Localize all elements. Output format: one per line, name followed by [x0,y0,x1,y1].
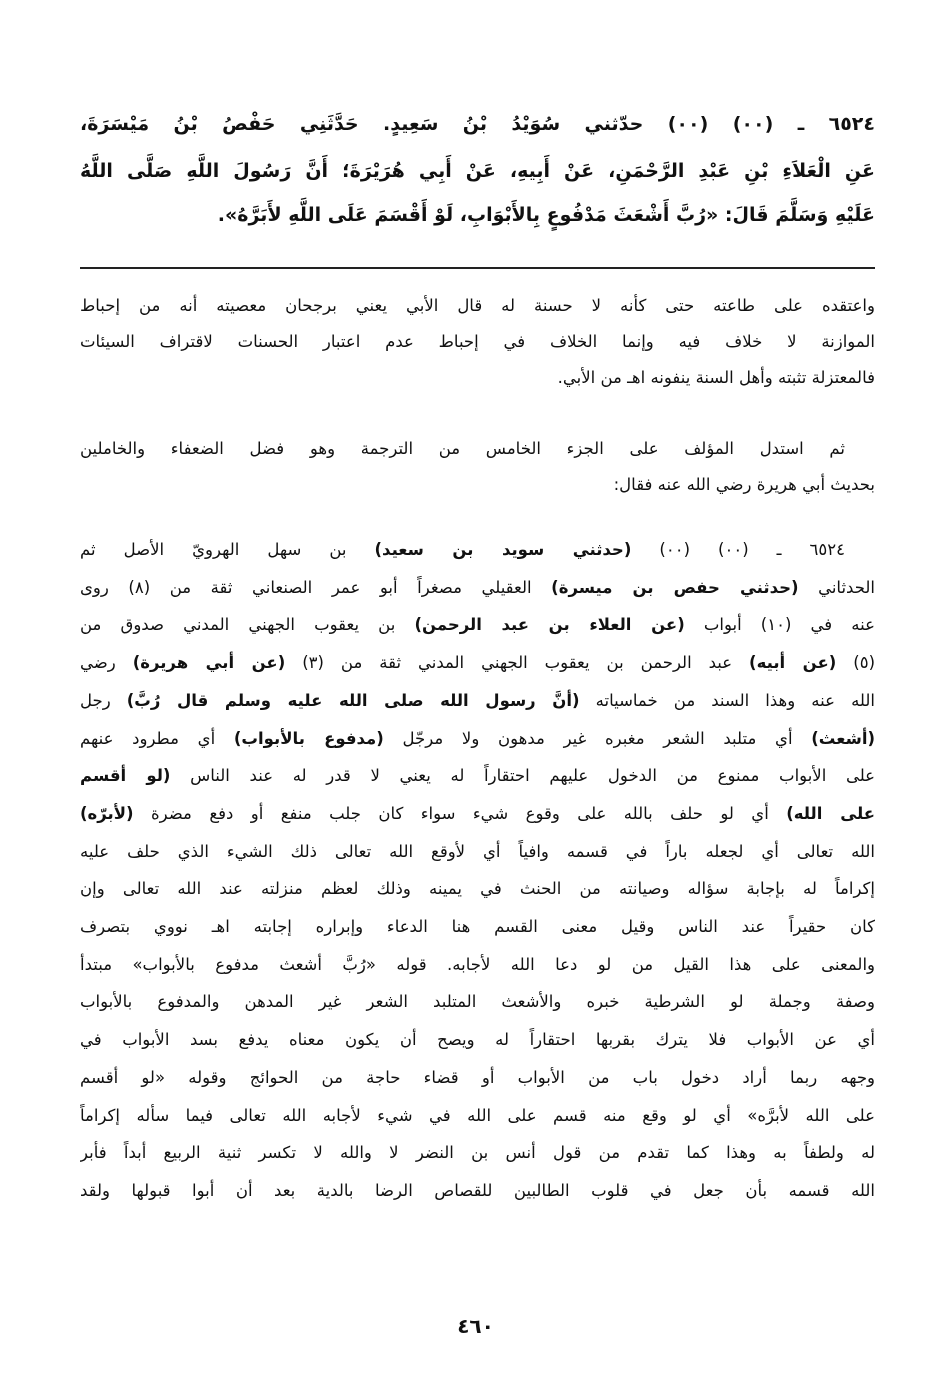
commentary-line [80,1099,875,1133]
bold-quote: (عن أبيه) [749,653,837,673]
commentary-line [80,571,875,605]
commentary-line [80,1061,875,1095]
commentary-line [80,1023,875,1057]
text-segment: الموازنة لا خلاف فيه وإنما الخلاف في إحباط عدم اعتبار الحسنات لاقتراف السيئات [80,332,875,351]
commentary-line [80,985,875,1019]
hadith-line: ٦٥٢٤ ـ (٠٠) (٠٠) حدّثني سُوَيْدُ بْنُ سَعِيدٍ. حَدَّثَنِي حَفْصُ بْنُ مَيْسَرَةَ، [80,113,875,135]
bold-quote: (مدفوع بالأبواب) [233,728,384,748]
hadith-line: عَلَيْهِ وَسَلَّمَ قَالَ: «رُبَّ أَشْعَثَ مَدْفُوعٍ بِالأَبْوَابِ، لَوْ أَقْسَمَ عَلَى اللَّهِ لأَبَرَّهُ». [217,204,875,226]
commentary-line [80,361,875,395]
bold-quote: (لأبرّه) [80,803,134,823]
text-segment: بن يعقوب الجهني المدني صدوق من [80,615,415,635]
commentary-line [80,797,875,831]
commentary-line [80,325,875,359]
commentary-line [80,533,875,567]
text-segment: وجهه ربما أراد دخول باب من الأبواب أو قضاء حاجة من الحوائج وقوله «لو أقسم [80,1067,875,1087]
text-segment: أي عن الأبواب فلا يترك بقربها احتقاراً له ويصح أن يكون معناه يدفع بسد الأبواب في [80,1030,875,1050]
text-segment: رجل [80,690,127,710]
bold-quote: على الله) [786,803,875,823]
commentary-line [80,872,875,906]
bold-quote: (أنَّ رسول الله صلى الله عليه وسلم قال رُبَّ) [126,690,580,710]
text-segment: الله قسمه بأن جعل في قلوب الطالبين للقصاص الرضا بالدية بعد أن أبوا قبولها ولقد [80,1180,875,1200]
commentary-line [80,910,875,944]
text-segment: العقيلي مصغراً أبو عمر الصنعاني ثقة من (٨) روى [80,577,552,597]
text-segment: فالمعتزلة تثبته وأهل السنة ينفونه اهـ من الأبي. [557,368,875,387]
text-segment: ثم استدل المؤلف على الجزء الخامس من الترجمة وهو فضل الضعفاء والخاملين [80,439,845,458]
commentary-line [80,1136,875,1170]
commentary-line [80,722,875,756]
text-segment: أي متلبد الشعر مغبره غير مدهون ولا مرجّل [383,728,812,748]
text-segment: بحديث أبي هريرة رضي الله عنه فقال: [613,475,875,494]
text-segment: واعتقده على طاعته حتى كأنه لا حسنة له قال الأبي يعني برجحان معصيته أنه من إحباط [80,296,875,315]
hadith-line: عَنِ الْعَلاَءِ بْنِ عَبْدِ الرَّحْمَنِ، عَنْ أَبِيهِ، عَنْ أَبِي هُرَيْرَةَ؛ أَنَّ رَسُولَ اللَّهِ صَلَّى اللَّهُ [80,160,875,182]
text-segment: وصفة وجملة لو الشرطية خبره والأشعث المتلبد الشعر غير المدهن والمدفوع بالأبواب [80,992,875,1012]
bold-quote: (عن العلاء بن عبد الرحمن) [414,615,685,635]
bold-quote: (حدثني سويد بن سعيد) [374,540,632,559]
bold-quote: (لو أقسم [80,766,171,786]
footnote-divider [80,267,875,269]
text-segment: ٦٥٢٤ ـ (٠٠) (٠٠) [631,540,845,559]
text-segment: له ولطفاً به وهذا كما تقدم من قول أنس بن النضر لا والله لا تكسر ثنية الربيع أبداً فأبر [80,1143,875,1163]
text-segment: أي مطرود عنهم [80,728,234,748]
bold-quote: (حدثني حفص بن ميسرة) [551,577,799,597]
commentary-line [80,608,875,642]
text-segment: بن سهل الهرويّ الأصل ثم [80,540,375,559]
commentary-line [80,1174,875,1208]
bold-quote: (عن أبي هريرة) [132,653,286,673]
commentary-line [80,432,875,466]
commentary-line [80,684,875,718]
text-segment: كان حقيراً عند الناس وقيل معنى القسم هنا الدعاء وإبراره إجابته اهـ نووي بتصرف [80,917,875,936]
commentary-line [80,835,875,869]
page-number: ٤٦٠ [457,1314,494,1338]
text-segment: إكراماً له بإجابة سؤاله وصيانته من الحنث في يمينه وذلك لعظم منزلته عند الله تعالى وإن [80,879,875,899]
text-segment: عنه في (١٠) أبواب [684,615,875,635]
commentary-line [80,759,875,793]
text-segment: الله تعالى أي لجعله باراً في قسمه وافياً أي لأوقع الله تعالى ذلك الشيء الذي حلف عليه [80,841,875,861]
commentary-line [80,948,875,982]
text-segment: على الله لأبرَّه» أي لو وقع منه قسم على الله في شيء لأجابه الله تعالى فيما سأله إكراماً [80,1105,875,1125]
text-segment: والمعنى على هذا القيل من لو دعا الله لأجابه. قوله «رُبَّ أشعث مدفوع بالأبواب» مبتدأ [80,954,875,974]
commentary-line [80,646,875,680]
bold-quote: (أشعث) [811,728,875,748]
text-segment: الله عنه وهذا السند من خماسياته [579,690,875,710]
text-segment: أي لو حلف بالله على وقوع شيء سواء كان جلب منفع أو دفع مضرة [133,803,787,823]
text-segment: رضي [80,653,133,673]
text-segment: الحدثاني [798,577,875,597]
text-segment: على الأبواب ممنوع من الدخول عليهم احتقاراً له يعني لا قدر له عند الناس [170,766,875,786]
text-segment: عبد الرحمن بن يعقوب الجهني المدني ثقة من (٣) [285,653,750,673]
commentary-line [80,289,875,323]
text-segment: (٥) [836,653,875,673]
commentary-line [80,468,875,502]
